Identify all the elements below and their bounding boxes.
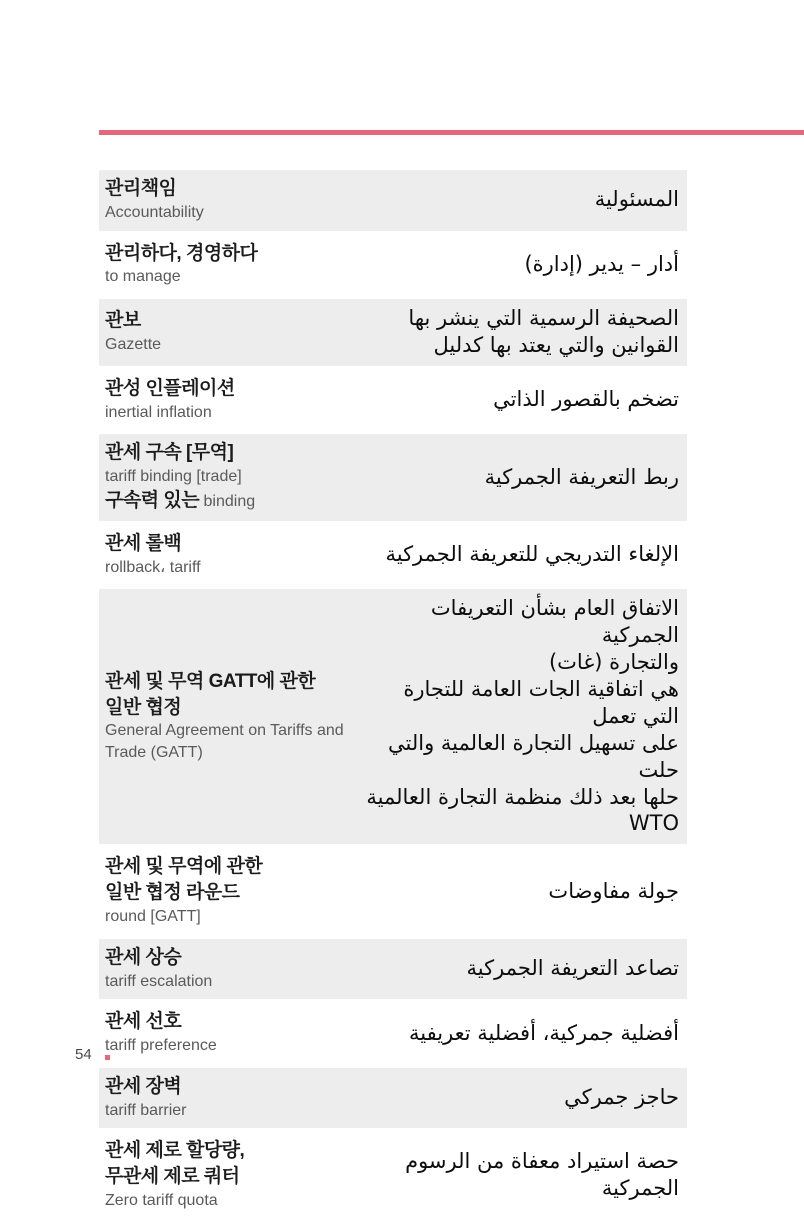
- term-korean: 무관세 제로 쿼터: [105, 1166, 240, 1188]
- term-line: [105, 720, 364, 742]
- arabic-translation-cell: [364, 176, 681, 224]
- term-cell: [105, 595, 364, 837]
- term-korean: 관리하다, 경영하다: [105, 242, 258, 264]
- term-line: [105, 176, 364, 202]
- glossary-row: [99, 1068, 687, 1129]
- glossary-table: [99, 170, 687, 1223]
- term-line: [105, 1100, 364, 1122]
- term-line: [105, 440, 364, 466]
- term-english: tariff binding [trade]: [105, 468, 242, 486]
- term-english: Accountability: [105, 203, 204, 221]
- page-number: 54: [75, 1046, 92, 1063]
- term-cell: [105, 305, 364, 359]
- arabic-line: ربط التعريفة الجمركية: [484, 464, 679, 489]
- term-cell: [105, 241, 364, 289]
- term-line: [105, 1138, 364, 1164]
- arabic-line: هي اتفاقية الجات العامة للتجارة التي تعمل: [403, 677, 679, 728]
- arabic-line: الصحيفة الرسمية التي ينشر بها: [408, 306, 679, 331]
- term-korean: 관세 장벽: [105, 1075, 182, 1097]
- term-english: inertial inflation: [105, 403, 212, 421]
- term-cell: [105, 1009, 364, 1057]
- term-line: [105, 266, 364, 288]
- arabic-translation-cell: [364, 376, 681, 424]
- term-cell: [105, 945, 364, 993]
- term-korean: 관성 인플레이션: [105, 377, 235, 399]
- glossary-row: [99, 939, 687, 1000]
- arabic-line: الجمركية: [601, 1176, 679, 1201]
- term-korean: 관세 구속 [무역]: [105, 442, 234, 464]
- term-line: [105, 1009, 364, 1035]
- arabic-line: جولة مفاوضات: [548, 878, 679, 903]
- arabic-translation-cell: [364, 440, 681, 513]
- term-english: tariff escalation: [105, 972, 213, 990]
- term-line: [105, 1074, 364, 1100]
- term-cell: [105, 854, 364, 927]
- term-line: [105, 1035, 364, 1057]
- term-korean: 일반 협정: [105, 696, 182, 718]
- term-korean: 일반 협정 라운드: [105, 882, 240, 904]
- term-cell: [105, 1138, 364, 1211]
- glossary-row: [99, 299, 687, 366]
- term-line: [105, 1190, 364, 1212]
- term-line: [105, 488, 364, 514]
- arabic-line: أدار – يدير (إدارة): [524, 251, 679, 276]
- term-korean: 관세 제로 할당량,: [105, 1140, 245, 1162]
- term-english: to manage: [105, 268, 181, 286]
- arabic-line: تصاعد التعريفة الجمركية: [466, 956, 679, 981]
- arabic-translation-cell: [364, 595, 681, 837]
- term-cell: [105, 531, 364, 579]
- term-english: tariff preference: [105, 1037, 217, 1055]
- term-korean: 관리책임: [105, 178, 177, 199]
- term-english: round [GATT]: [105, 908, 201, 925]
- term-korean: 관보: [105, 310, 141, 332]
- glossary-row: [99, 848, 687, 934]
- glossary-row: [99, 235, 687, 296]
- arabic-line: أفضلية جمركية، أفضلية تعريفية: [409, 1020, 679, 1045]
- term-cell: [105, 440, 364, 513]
- term-english: Zero tariff quota: [105, 1192, 218, 1210]
- glossary-row: [99, 1132, 687, 1218]
- arabic-line: المسئولية: [594, 187, 679, 212]
- term-line: [105, 202, 364, 224]
- term-line: [105, 531, 364, 557]
- term-line: [105, 241, 364, 267]
- term-line: [105, 945, 364, 971]
- term-line: [105, 308, 364, 334]
- arabic-line: تضخم بالقصور الذاتي: [493, 387, 679, 412]
- arabic-line: القوانين والتي يعتد بها كدليل: [433, 333, 679, 358]
- term-line: [105, 334, 364, 356]
- arabic-translation-cell: [364, 305, 681, 359]
- term-korean: 관세 선호: [105, 1011, 182, 1033]
- glossary-row: [99, 370, 687, 431]
- term-english: Gazette: [105, 336, 162, 354]
- glossary-row: [99, 589, 687, 844]
- term-korean: 관세 상승: [105, 946, 182, 968]
- glossary-row: [99, 434, 687, 520]
- arabic-line: الاتفاق العام بشأن التعريفات الجمركية: [430, 596, 679, 648]
- term-line: [105, 742, 364, 764]
- term-line: [105, 669, 364, 695]
- arabic-line: حلها بعد ذلك منظمة التجارة العالمية WTO: [366, 784, 679, 836]
- term-line: [105, 402, 364, 424]
- arabic-line: الإلغاء التدريجي للتعريفة الجمركية: [385, 542, 679, 567]
- term-line: [105, 466, 364, 488]
- arabic-line: حصة استيراد معفاة من الرسوم: [405, 1149, 679, 1174]
- arabic-line: على تسهيل التجارة العالمية والتي حلت: [388, 730, 679, 782]
- glossary-row: [99, 525, 687, 586]
- arabic-line: والتجارة (غات): [548, 650, 679, 675]
- arabic-translation-cell: [364, 531, 681, 579]
- page-footer: [75, 1046, 110, 1063]
- term-line: [105, 695, 364, 721]
- term-english: rollback، tariff: [105, 558, 201, 576]
- term-cell: [105, 176, 364, 224]
- arabic-translation-cell: [364, 241, 681, 289]
- term-korean: 구속력 있는: [105, 490, 200, 512]
- term-cell: [105, 1074, 364, 1122]
- arabic-translation-cell: [364, 854, 681, 927]
- term-line: [105, 971, 364, 993]
- top-accent-rule: [99, 130, 804, 135]
- arabic-translation-cell: [364, 945, 681, 993]
- term-english: tariff barrier: [105, 1101, 187, 1119]
- arabic-translation-cell: [364, 1009, 681, 1057]
- term-line: [105, 1164, 364, 1190]
- term-korean: 관세 및 무역에 관한: [105, 856, 263, 878]
- term-english: binding: [203, 493, 256, 511]
- term-english: General Agreement on Tariffs and: [105, 722, 344, 740]
- term-korean: 관세 및 무역 GATT에 관한: [105, 670, 316, 692]
- term-line: [105, 906, 364, 928]
- glossary-row: [99, 1003, 687, 1064]
- term-cell: [105, 376, 364, 424]
- term-line: [105, 880, 364, 906]
- term-line: [105, 557, 364, 579]
- term-line: [105, 376, 364, 402]
- term-english: Trade (GATT): [105, 744, 203, 762]
- footer-dot-icon: [105, 1055, 110, 1060]
- arabic-translation-cell: [364, 1138, 681, 1211]
- term-korean: 관세 롤백: [105, 532, 182, 554]
- arabic-line: حاجز جمركي: [564, 1085, 679, 1110]
- arabic-translation-cell: [364, 1074, 681, 1122]
- glossary-row: [99, 170, 687, 231]
- term-line: [105, 854, 364, 880]
